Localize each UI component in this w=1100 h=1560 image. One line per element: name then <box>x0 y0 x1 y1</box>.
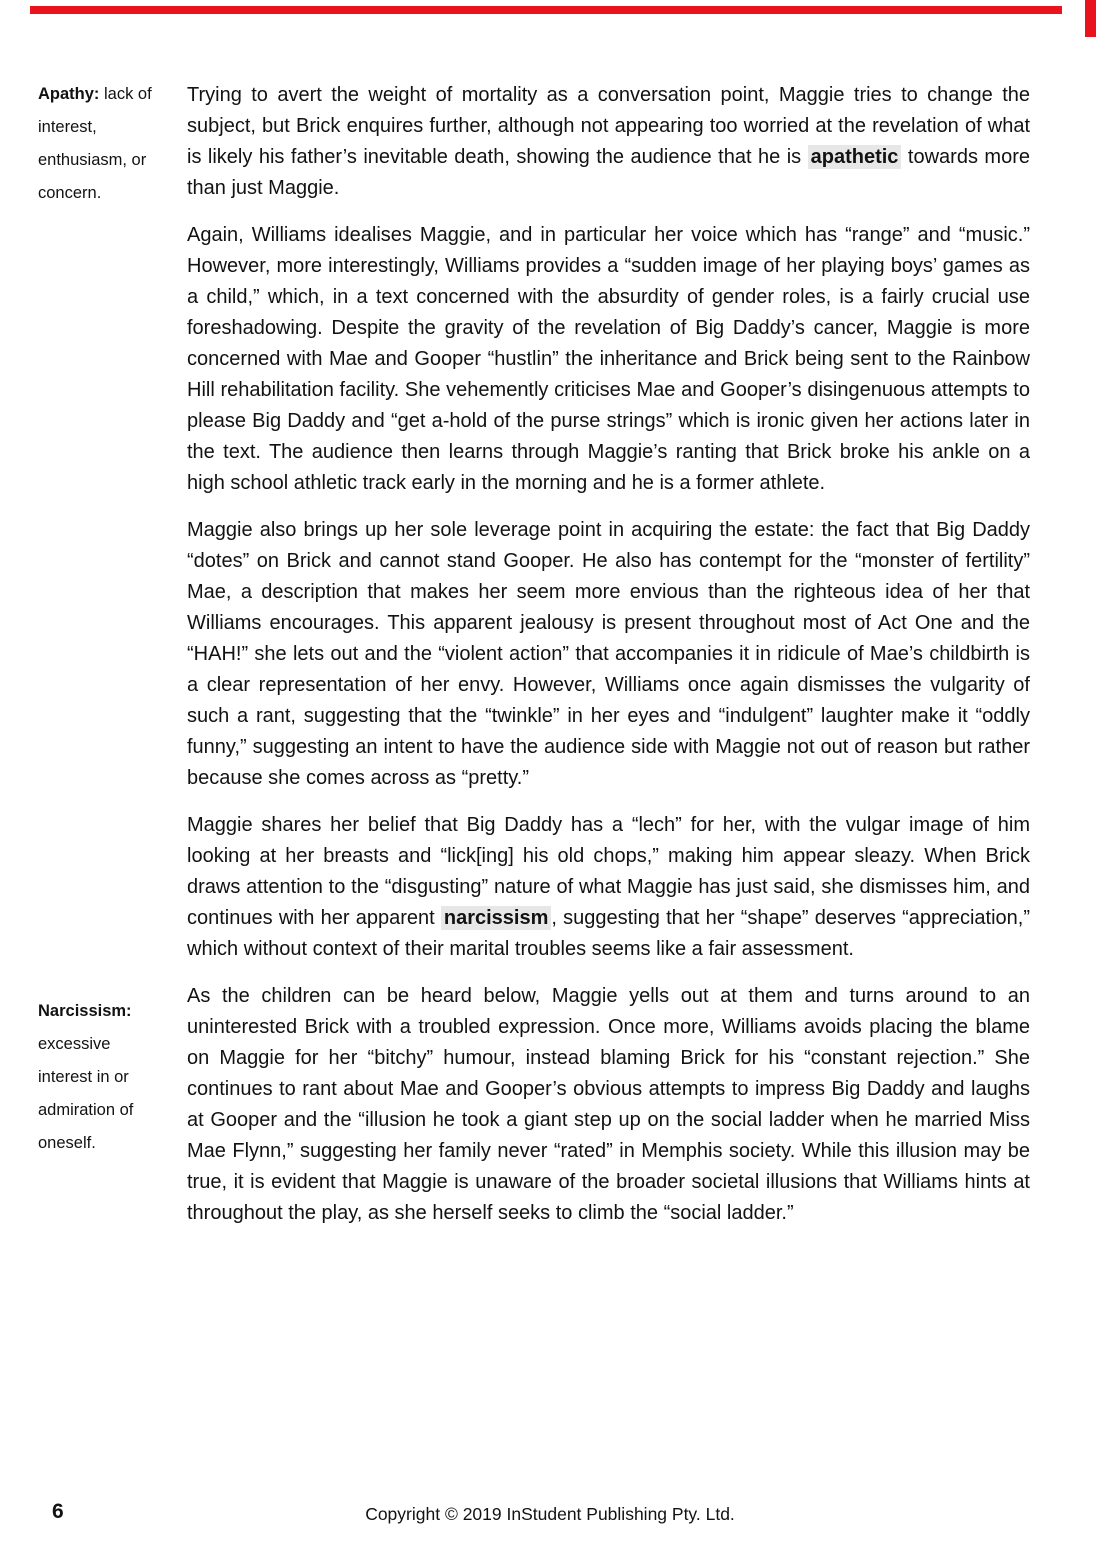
highlighted-term-apathetic: apathetic <box>808 145 902 169</box>
paragraph-text: , suggesting that her “shape” deserves “appreciation,” which without context of their marital troubles seems like a fair assessment. <box>187 907 1030 960</box>
paragraph-text: Maggie shares her belief that Big Daddy has a “lech” for her, with the vulgar image of him looking at her breasts and “lick[ing] his old chops,” making him appear sleazy. When Brick draws attention to the “disgusting” nature of what Maggie has just said, she dismisses him, and continues with her apparent <box>187 814 1030 929</box>
main-text-column <box>187 80 1030 1245</box>
margin-note-term: Apathy: <box>38 85 100 103</box>
margin-note-definition: excessive interest in or admiration of oneself. <box>38 1035 134 1152</box>
page-right-red-rule <box>1085 0 1096 37</box>
paragraph-text: towards more than just Maggie. <box>187 146 1030 199</box>
paragraph-narcissism-analysis <box>187 810 1030 965</box>
paragraph-text: Trying to avert the weight of mortality as a conversation point, Maggie tries to change the subject, but Brick enquires further, although not appearing too worried at the revelation of what is likely his father’s inevitable death, showing the audience that he is <box>187 84 1030 168</box>
paragraph-social-ladder <box>187 981 1030 1229</box>
margin-note-narcissism <box>38 995 160 1160</box>
paragraph-text: Again, Williams idealises Maggie, and in particular her voice which has “range” and “music.” However, more interestingly, Williams provides a “sudden image of her playing boys’ games as a child,” which, in a text concerned with the absurdity of gender roles, is a fairly crucial use foreshadowing. Despite the gravity of the revelation of Big Daddy’s cancer, Maggie is more concerned with Mae and Gooper “hustlin” the inheritance and Brick being sent to the Rainbow Hill rehabilitation facility. She vehemently criticises Mae and Gooper’s disingenuous attempts to please Big Daddy and “get a-hold of the purse strings” which is ironic given her actions later in the text. The audience then learns through Maggie’s ranting that Brick broke his ankle on a high school athletic track early in the morning and he is a former athlete. <box>187 224 1030 494</box>
highlighted-term-narcissism: narcissism <box>441 906 552 930</box>
copyright-line: Copyright © 2019 InStudent Publishing Pty. Ltd. <box>365 1504 735 1524</box>
paragraph-text: As the children can be heard below, Maggie yells out at them and turns around to an uninterested Brick with a troubled expression. Once more, Williams avoids placing the blame on Maggie for her “bitchy” humour, instead blaming Brick for his “constant rejection.” She continues to rant about Mae and Gooper’s obvious attempts to impress Big Daddy and laughs at Gooper and the “illusion he took a giant step up on the social ladder when he married Miss Mae Flynn,” suggesting her family never “rated” in Memphis society. While this illusion may be true, it is evident that Maggie is unaware of the broader societal illusions that Williams hints at throughout the play, as she herself seeks to climb the “social ladder.” <box>187 985 1030 1224</box>
page-top-red-rule <box>30 6 1062 14</box>
paragraph-text: Maggie also brings up her sole leverage point in acquiring the estate: the fact that Big Daddy “dotes” on Brick and cannot stand Gooper. He also has contempt for the “monster of fertility” Mae, a description that makes her seem more envious than the righteous idea of her that Williams encourages. This apparent jealousy is present throughout most of Act One and the “HAH!” she lets out and the “violent action” that accompanies it in ridicule of Mae’s childbirth is a clear representation of her envy. However, Williams once again dismisses the vulgarity of such a rant, suggesting that the “twinkle” in her eyes and “indulgent” laughter make it “oddly funny,” suggesting an intent to have the audience side with Maggie not out of reason but rather because she comes across as “pretty.” <box>187 519 1030 789</box>
paragraph-leverage-envy <box>187 515 1030 794</box>
page-number: 6 <box>52 1500 64 1523</box>
margin-note-definition: lack of interest, enthusiasm, or concern. <box>38 85 152 202</box>
margin-note-term: Narcissism: <box>38 1002 132 1020</box>
margin-note-apathy <box>38 78 180 210</box>
paragraph-apathy-analysis <box>187 80 1030 204</box>
paragraph-maggie-idealised <box>187 220 1030 499</box>
